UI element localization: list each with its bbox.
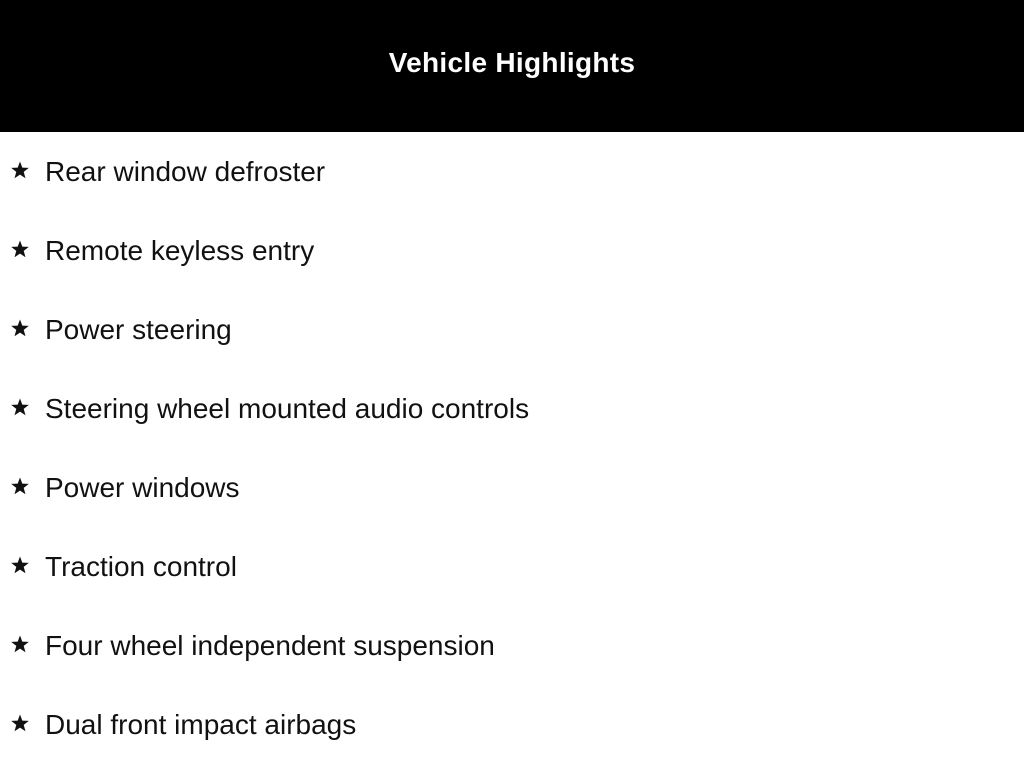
highlight-label: Rear window defroster bbox=[45, 156, 326, 187]
highlight-label: Remote keyless entry bbox=[45, 235, 315, 266]
page-header bbox=[0, 0, 1024, 132]
star-icon bbox=[10, 160, 30, 180]
highlight-label: Power windows bbox=[45, 472, 240, 503]
highlight-label: Power steering bbox=[45, 314, 232, 345]
highlight-label: Traction control bbox=[45, 551, 237, 582]
list-item bbox=[0, 470, 1024, 510]
highlight-label: Dual front impact airbags bbox=[45, 709, 357, 740]
star-icon bbox=[10, 476, 30, 496]
list-item bbox=[0, 233, 1024, 273]
star-icon bbox=[10, 634, 30, 654]
list-item bbox=[0, 628, 1024, 668]
star-icon bbox=[10, 397, 30, 417]
star-icon bbox=[10, 318, 30, 338]
highlight-label: Steering wheel mounted audio controls bbox=[45, 393, 530, 424]
list-item bbox=[0, 312, 1024, 352]
star-icon bbox=[10, 239, 30, 259]
list-item bbox=[0, 391, 1024, 431]
list-item bbox=[0, 154, 1024, 194]
page-title: Vehicle Highlights bbox=[388, 47, 636, 78]
highlight-label: Four wheel independent suspension bbox=[45, 630, 495, 661]
list-item bbox=[0, 707, 1024, 747]
star-icon bbox=[10, 713, 30, 733]
star-icon bbox=[10, 555, 30, 575]
list-item bbox=[0, 549, 1024, 589]
